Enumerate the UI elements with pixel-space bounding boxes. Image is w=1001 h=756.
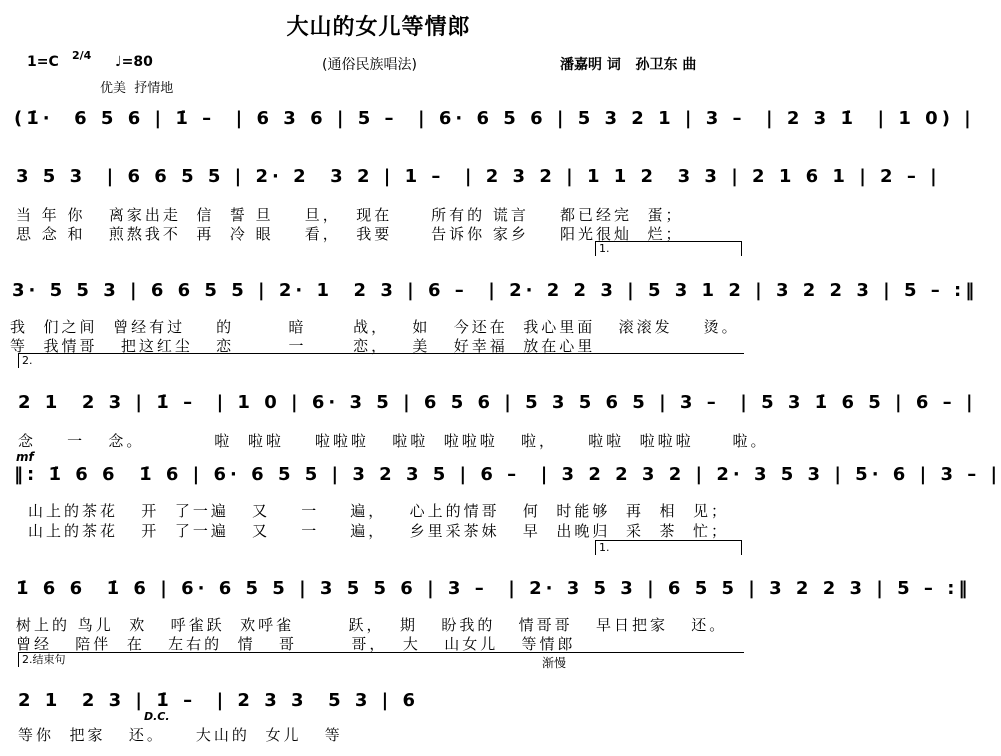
score-row-3 (0, 280, 979, 310)
lyric-line-1: 树上的 鸟儿 欢 呼雀跃 欢呼雀 跃， 期 盼我的 情哥哥 早日把家 还。 (16, 616, 728, 634)
volta-bracket-1b: 1. (595, 540, 742, 555)
notation-line: ‖: 1̇ 6 6 1̇ 6 | 6· 6 5 5 | 3 2 3 5 | 6 – | 3 2 2 3 2 | 2· 3 5 3 | 5· 6 | 3 – | (14, 464, 1001, 485)
score-row-5 (0, 464, 1001, 494)
lyric-line-2: 山上的茶花 开 了一遍 又 一 遍， 乡里采茶妹 早 出晚归 采 茶 忙； (28, 522, 730, 540)
notation-line: 3· 5 5 3 | 6 6 5 5 | 2· 1 2 3 | 6 – | 2· 2 2 3 | 5 3 1 2 | 3 2 2 3 | 5 – :‖ (12, 280, 979, 301)
lyric-line-1: 念 一 念。 啦 啦啦 啦啦啦 啦啦 啦啦啦 啦， 啦啦 啦啦啦 啦。 (18, 432, 769, 450)
lyric-line-1: 当 年 你 离家出走 信 誓 旦 旦， 现在 所有的 谎言 都已经完 蛋； (16, 206, 684, 224)
da-capo-mark: D.C. (144, 710, 170, 723)
notation-line: 2 1 2 3 | 1̇ – | 1 0 | 6· 3 5 | 6 5 6 | 5 3 5 6 5 | 3 – | 5 3 1̇ 6 5 | 6 – | (18, 392, 977, 413)
lyric-line-1: 我 们之间 曾经有过 的 暗 战， 如 今还在 我心里面 滚滚发 烫。 (10, 318, 740, 336)
lyric-line-2: 等 我情哥 把这红尘 恋 一 恋， 美 好幸福 放在心里 (10, 337, 596, 355)
score-row-6 (0, 578, 972, 608)
notation-line: 1̇ 6 6 1̇ 6 | 6· 6 5 5 | 3 5 5 6 | 3 – | 2· 3 5 3 | 6 5 5 | 3 2 2 3 | 5 – :‖ (16, 578, 972, 599)
time-signature: 2/4 (72, 49, 92, 62)
expression-mark: 优美 抒情地 (100, 81, 174, 96)
song-title: 大山的女儿等情郎 (286, 15, 471, 40)
lyric-line-1: 等你 把家 还。 大山的 女儿 等 (18, 726, 343, 744)
credits: 潘嘉明 词 孙卫东 曲 (560, 57, 697, 73)
notation-line: 2 1 2 3 | 1̇ – | 2 3 3 5 3 | 6 (18, 690, 420, 711)
lyric-line-1: 山上的茶花 开 了一遍 又 一 遍， 心上的情哥 何 时能够 再 相 见； (28, 502, 730, 520)
notation-line: (1̇· 6 5 6 | 1̇ – | 6 3 6 | 5 – | 6· 6 5 6 | 5 3 2 1 | 3 – | 2 3 1̇ | 1 0) | (14, 108, 975, 129)
dynamic-mark: mf (16, 450, 34, 464)
notation-line: 3 5 3 | 6 6 5 5 | 2· 2 3 2 | 1 – | 2 3 2 | 1 1 2 3 3 | 2 1 6 1 | 2 – | (16, 166, 941, 187)
singing-style: (通俗民族唱法) (322, 57, 417, 73)
volta-bracket-2: 2. (18, 353, 744, 368)
volta-bracket-ending: 2.结束句 (18, 652, 744, 667)
key-signature: 1=C (27, 54, 59, 70)
lyric-line-2: 思 念 和 煎熬我不 再 冷 眼 看， 我要 告诉你 家乡 阳光很灿 烂； (16, 225, 684, 243)
volta-bracket-1: 1. (595, 241, 742, 256)
score-row-7 (0, 690, 757, 720)
score-row-1 (0, 108, 975, 138)
tempo-mark: ♩=80 (115, 54, 153, 70)
score-row-2 (0, 166, 941, 196)
ritardando-mark: 渐慢 (542, 656, 567, 670)
score-row-4 (0, 392, 977, 422)
lyric-line-2: 曾经 陪伴 在 左右的 情 哥 哥， 大 山女儿 等情郎 (16, 635, 576, 653)
